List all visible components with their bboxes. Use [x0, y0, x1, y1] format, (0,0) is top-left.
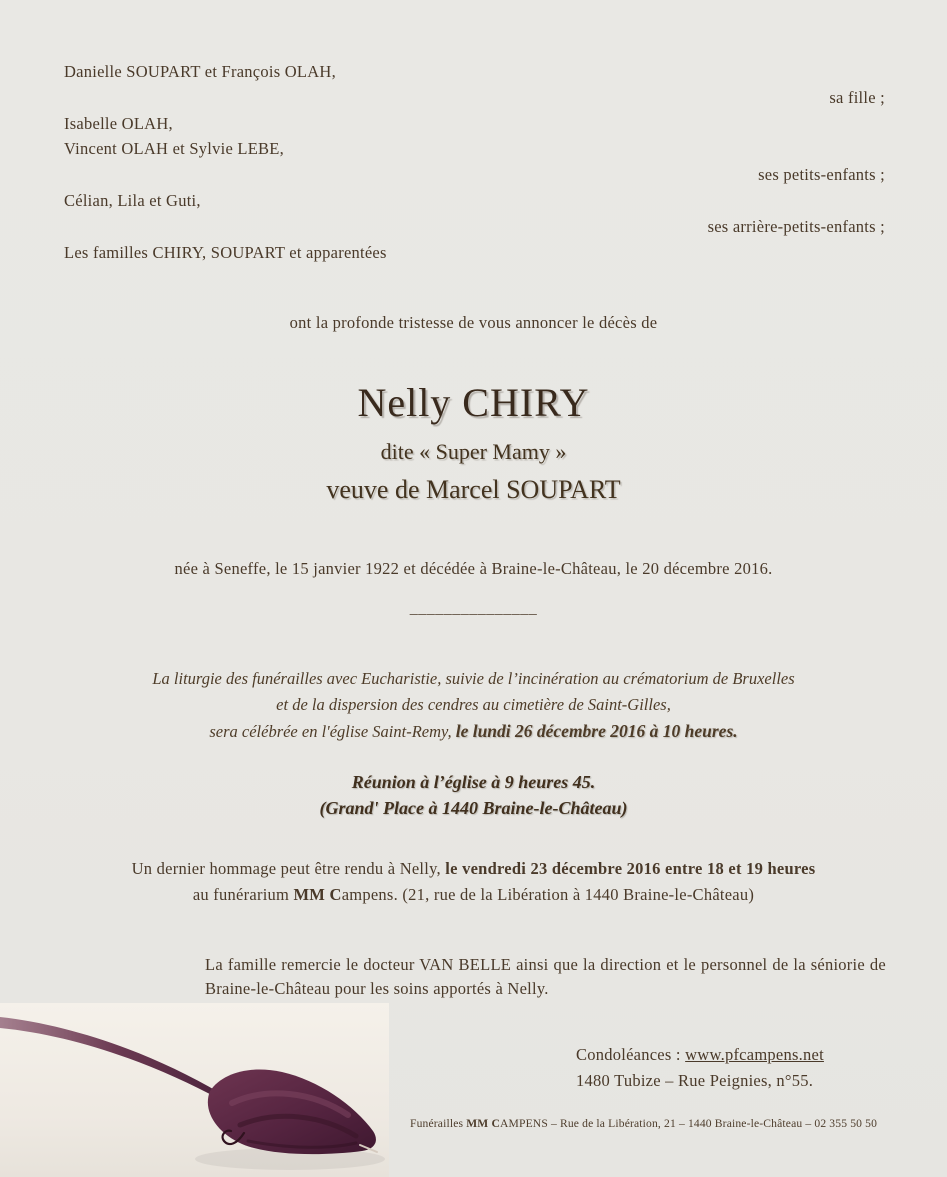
reunion-time-line: Réunion à l’église à 9 heures 45. — [351, 772, 596, 792]
announcement-line: ont la profonde tristesse de vous annoncer le décès de — [289, 313, 658, 332]
tribute-line-1 — [0, 856, 947, 882]
family-line-greatgrandchildren: Célian, Lila et Guti, — [64, 190, 201, 210]
deceased-widow-of: veuve de Marcel SOUPART — [326, 475, 621, 504]
family-line-grandchild-2: Vincent OLAH et Sylvie LEBE, — [64, 139, 285, 159]
calla-lily-illustration — [0, 1003, 389, 1177]
condolences-website-link[interactable]: www.pfcampens.net — [685, 1045, 824, 1064]
footer-brand: MM C — [466, 1117, 500, 1130]
deceased-name: Nelly CHIRY — [357, 380, 590, 425]
birth-death-line: née à Seneffe, le 15 janvier 1922 et décédée à Braine-le-Château, le 20 décembre 2016. — [174, 559, 773, 578]
tribute-line-2 — [0, 882, 947, 908]
tribute-datetime: le vendredi 23 décembre 2016 entre 18 et 19 heures — [445, 859, 816, 878]
footer-post: AMPENS – Rue de la Libération, 21 – 1440 Braine-le-Château – 02 355 50 50 — [499, 1117, 878, 1130]
family-line-daughter-parents: Danielle SOUPART et François OLAH, — [64, 62, 336, 81]
relation-label-greatgrandchildren: ses arrière-petits-enfants ; — [707, 216, 885, 236]
tribute-block — [0, 856, 947, 907]
liturgy-line-3-text: sera célébrée en l'église Saint-Remy, — [209, 722, 456, 741]
relation-label-grandchildren: ses petits-enfants ; — [758, 165, 885, 185]
family-block — [64, 62, 885, 268]
tribute-line-2-post: ampens. (21, rue de la Libération à 1440 Braine-le-Château) — [341, 884, 755, 904]
tribute-line-1-text: Un dernier hommage peut être rendu à Nelly, — [131, 859, 446, 878]
condolences-label: Condoléances : — [576, 1045, 686, 1064]
funeral-datetime: le lundi 26 décembre 2016 à 10 heures. — [455, 721, 738, 741]
family-line-grandchild-1: Isabelle OLAH, — [64, 113, 173, 133]
reunion-block — [0, 770, 947, 821]
calla-lily-photo — [0, 1003, 389, 1177]
liturgy-line-1: La liturgie des funérailles avec Eucharistie, suivie de l’incinération au crématorium de Bruxelles — [152, 669, 795, 688]
funeral-home-footer — [410, 1117, 877, 1130]
liturgy-line-2: et de la dispersion des cendres au cimetière de Saint-Gilles, — [276, 695, 671, 714]
liturgy-paragraph — [0, 666, 947, 745]
footer-pre: Funérailles — [410, 1117, 467, 1130]
condolences-block — [576, 1042, 824, 1093]
deceased-nickname: dite « Super Mamy » — [380, 439, 567, 464]
condolences-line — [576, 1042, 824, 1068]
liturgy-line-3 — [0, 718, 947, 745]
separator-rule: _______________ — [409, 600, 538, 617]
relation-label-daughter: sa fille ; — [829, 87, 885, 107]
condolences-address: 1480 Tubize – Rue Peignies, n°55. — [576, 1070, 814, 1090]
thanks-paragraph: La famille remercie le docteur VAN BELLE ainsi que la direction et le personnel de la séniorie de Braine-le-Château pour les soins apportés à Nelly. — [205, 955, 886, 998]
family-line-related-families: Les familles CHIRY, SOUPART et apparentées — [64, 242, 387, 262]
funeral-home-name: MM C — [293, 884, 342, 904]
tribute-line-2-pre: au funérarium — [192, 884, 294, 904]
reunion-place-line: (Grand' Place à 1440 Braine-le-Château) — [319, 797, 628, 818]
